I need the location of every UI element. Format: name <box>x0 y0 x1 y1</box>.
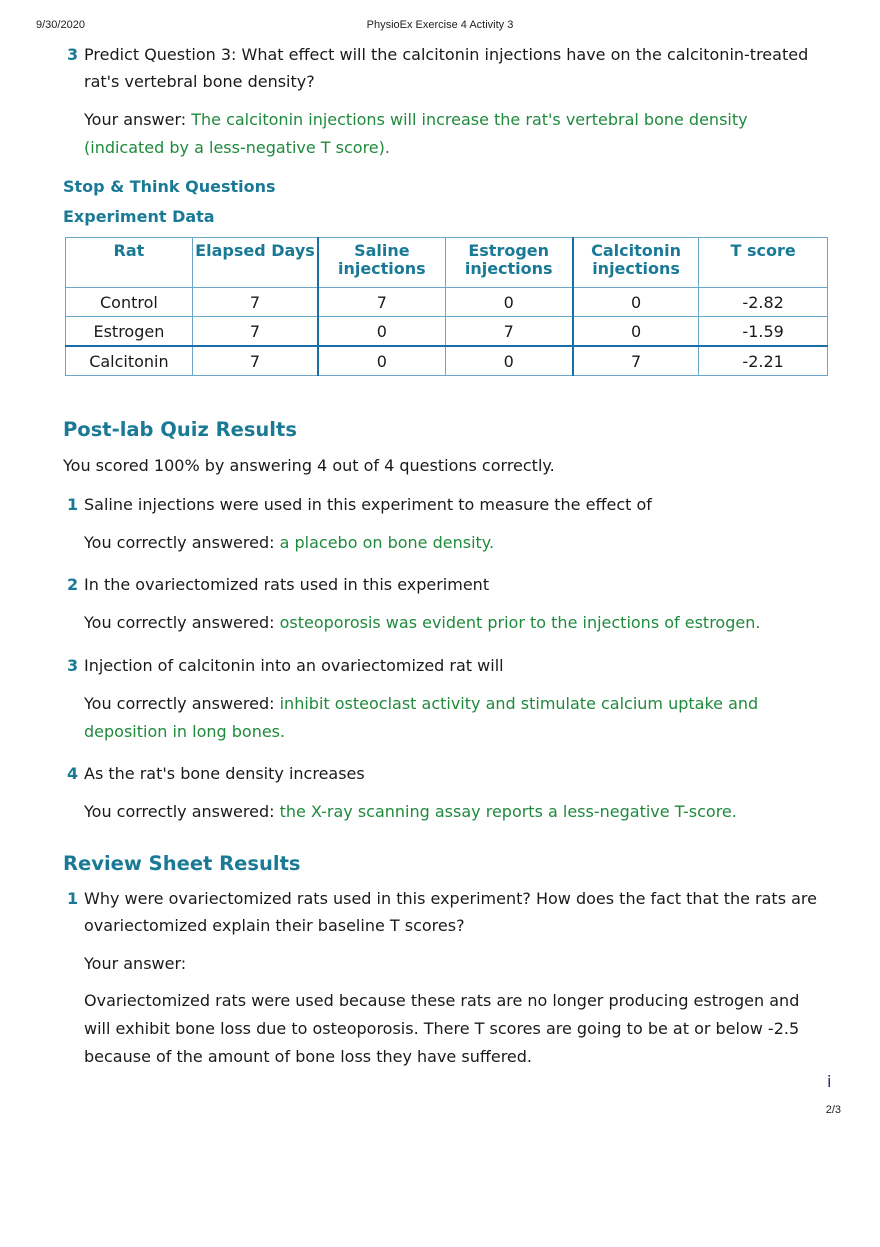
quiz-question-text: As the rat's bone density increases <box>84 764 365 783</box>
table-cell: 7 <box>192 288 318 317</box>
predict-answer-text: The calcitonin injections will increase the rat's vertebral bone density (indicated by a less-negative T score). <box>84 110 748 157</box>
column-header: Elapsed Days <box>192 238 318 288</box>
quiz-question-text: Saline injections were used in this experiment to measure the effect of <box>84 495 652 514</box>
predict-answer <box>84 106 824 162</box>
quiz-score: You scored 100% by answering 4 out of 4 questions correctly. <box>63 456 555 475</box>
review-answer-text: Ovariectomized rats were used because these rats are no longer producing estrogen and will exhibit bone loss due to osteoporosis. There T scores are going to be at or below -2.5 because of the amount of bone loss they have suffered. <box>84 991 800 1066</box>
quiz-question-text: Injection of calcitonin into an ovariectomized rat will <box>84 656 504 675</box>
table-row <box>66 317 828 347</box>
predict-question-text: Predict Question 3: What effect will the calcitonin injections have on the calcitonin-treated rat's vertebral bone density? <box>84 45 809 91</box>
review-sheet-heading: Review Sheet Results <box>63 852 301 875</box>
table-cell: 7 <box>192 346 318 376</box>
quiz-answer-text: a placebo on bone density. <box>279 533 495 552</box>
quiz-answer <box>84 798 824 826</box>
experiment-data-table <box>65 237 828 376</box>
page-number: 2/3 <box>825 1104 841 1116</box>
table-cell: 7 <box>192 317 318 347</box>
table-row <box>66 288 828 317</box>
table-cell: 0 <box>318 317 445 347</box>
quiz-answer-text: the X-ray scanning assay reports a less-negative T-score. <box>279 802 737 821</box>
quiz-question-number: 3 <box>67 656 79 675</box>
column-header: Rat <box>66 238 193 288</box>
table-cell: 0 <box>573 288 699 317</box>
table-cell: 7 <box>573 346 699 376</box>
quiz-question-number: 1 <box>67 495 79 514</box>
table-header-row <box>66 238 828 288</box>
quiz-answer-label: You correctly answered: <box>84 533 275 552</box>
review-question-text: Why were ovariectomized rats used in this experiment? How does the fact that the rats are ovariectomized explain their baseline T scores? <box>84 889 817 935</box>
print-date: 9/30/2020 <box>36 19 85 31</box>
quiz-question-number: 4 <box>67 764 79 783</box>
quiz-answer <box>84 690 824 746</box>
table-cell: Control <box>66 288 193 317</box>
column-header: Saline injections <box>318 238 445 288</box>
table-cell: 0 <box>445 346 573 376</box>
review-answer-label: Your answer: <box>84 954 187 973</box>
column-header: Calcitonin injections <box>573 238 699 288</box>
experiment-data-heading: Experiment Data <box>63 207 215 226</box>
predict-answer-label: Your answer: <box>84 110 187 129</box>
table-cell: 7 <box>318 288 445 317</box>
table-cell: -2.82 <box>699 288 828 317</box>
review-question-number: 1 <box>67 889 79 908</box>
quiz-answer-label: You correctly answered: <box>84 694 275 713</box>
predict-question-number: 3 <box>67 45 79 64</box>
column-header: Estrogen injections <box>445 238 573 288</box>
quiz-answer <box>84 529 824 557</box>
table-cell: -1.59 <box>699 317 828 347</box>
quiz-results-heading: Post-lab Quiz Results <box>63 418 297 441</box>
quiz-answer-label: You correctly answered: <box>84 613 275 632</box>
table-cell: 0 <box>573 317 699 347</box>
quiz-answer <box>84 609 824 637</box>
info-icon: i <box>827 1072 832 1091</box>
stop-think-heading: Stop & Think Questions <box>63 177 276 196</box>
table-cell: Calcitonin <box>66 346 193 376</box>
column-header: T score <box>699 238 828 288</box>
print-title: PhysioEx Exercise 4 Activity 3 <box>366 19 514 31</box>
quiz-answer-text: inhibit osteoclast activity and stimulate calcium uptake and deposition in long bones. <box>84 694 759 741</box>
table-cell: 0 <box>318 346 445 376</box>
table-cell: 7 <box>445 317 573 347</box>
table-cell: Estrogen <box>66 317 193 347</box>
quiz-question-number: 2 <box>67 575 79 594</box>
quiz-answer-label: You correctly answered: <box>84 802 275 821</box>
table-cell: -2.21 <box>699 346 828 376</box>
table-cell: 0 <box>445 288 573 317</box>
quiz-answer-text: osteoporosis was evident prior to the injections of estrogen. <box>279 613 761 632</box>
quiz-question-text: In the ovariectomized rats used in this experiment <box>84 575 490 594</box>
table-row <box>66 346 828 376</box>
